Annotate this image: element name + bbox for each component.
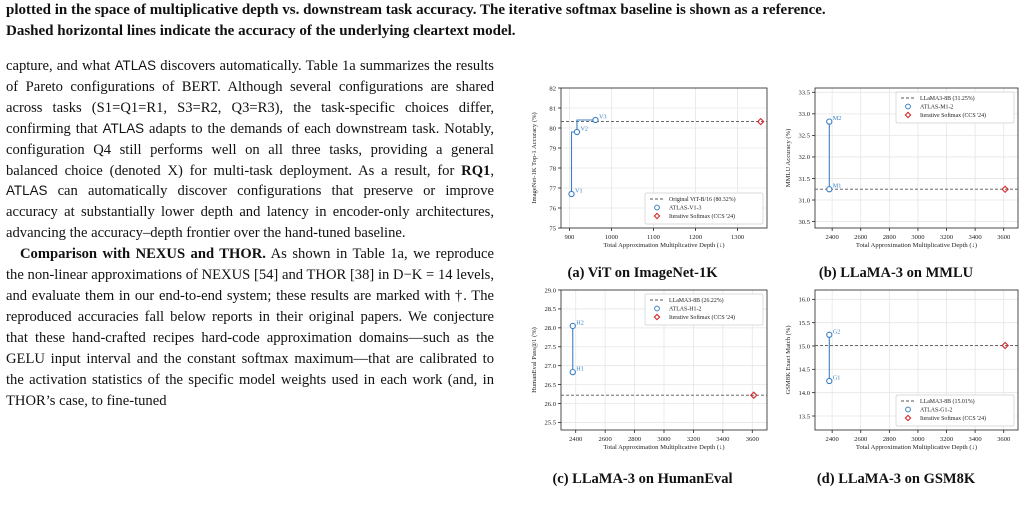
figure-caption (6, 0, 1021, 42)
legend-reference-label: LLaMA3-8B (31.25%) (920, 96, 975, 102)
x-tick-label: 3600 (997, 436, 1011, 443)
atlas-point-label: V2 (580, 125, 589, 133)
y-tick-label: 33.0 (798, 111, 810, 119)
x-tick-label: 3600 (997, 234, 1011, 241)
system-name: ATLAS (6, 183, 48, 199)
chart-plot-a (515, 80, 770, 260)
legend-reference-label: LLaMA3-8B (26.22%) (669, 298, 724, 304)
y-tick-label: 81 (549, 105, 556, 113)
bold-phrase: Comparison with NEXUS and THOR. (20, 246, 266, 263)
x-axis-title: Total Approximation Multiplicative Depth (↓) (855, 242, 978, 249)
y-tick-label: 75 (549, 225, 556, 233)
legend-iterative-label: Iterative Softmax (CCS '24) (669, 315, 736, 321)
atlas-point-label: M1 (832, 182, 842, 190)
y-axis-title: GSM8K Exact Match (%) (785, 325, 792, 395)
x-tick-label: 1300 (730, 234, 745, 241)
atlas-point-label: G1 (832, 374, 841, 382)
y-tick-label: 15.5 (798, 319, 810, 327)
chart-plot-d (771, 284, 1021, 460)
legend-atlas-label: ATLAS-M1-2 (920, 104, 954, 111)
atlas-point-label: H2 (576, 319, 584, 327)
x-tick-label: 2400 (569, 436, 583, 443)
legend-iterative-label: Iterative Softmax (CCS '24) (669, 214, 736, 220)
x-axis-title: Total Approximation Multiplicative Depth (↓) (603, 242, 725, 249)
x-axis-title: Total Approximation Multiplicative Depth (↓) (603, 444, 725, 451)
y-tick-label: 27.0 (544, 362, 556, 370)
legend-atlas-label: ATLAS-G1-2 (920, 407, 953, 414)
y-tick-label: 26.0 (544, 400, 556, 408)
y-tick-label: 27.5 (544, 344, 556, 352)
atlas-point-label: V1 (575, 187, 583, 195)
chart-caption-a: (a) ViT on ImageNet-1K (567, 265, 718, 281)
x-tick-label: 2800 (627, 436, 642, 443)
legend-iterative-label: Iterative Softmax (CCS '24) (920, 416, 987, 422)
legend-atlas-swatch (906, 407, 911, 412)
y-tick-label: 28.0 (544, 325, 556, 333)
atlas-point-marker (827, 119, 832, 124)
caption-line-1: plotted in the space of multiplicative depth vs. downstream task accuracy. The iterative softmax baseline is shown as a reference. (6, 2, 826, 18)
atlas-point-label: H1 (576, 365, 584, 373)
x-tick-label: 3400 (716, 436, 730, 443)
y-tick-label: 29.0 (544, 287, 556, 295)
paragraph-2 (6, 244, 494, 411)
body-text (6, 56, 494, 411)
text-run: discovers automatically. Table 1a summarizes the results of Pareto configurations of BERT. Although several configurations are shared across tasks (S1=Q1=R1, S3=R2, Q3=R3), the task-specific choices differ, confirming that (6, 58, 494, 137)
y-tick-label: 33.5 (798, 89, 810, 97)
y-tick-label: 15.0 (798, 343, 810, 351)
atlas-point-marker (570, 323, 575, 328)
x-tick-label: 2400 (825, 436, 839, 443)
x-tick-label: 2600 (854, 436, 868, 443)
y-tick-label: 26.5 (544, 381, 556, 389)
x-tick-label: 3000 (657, 436, 671, 443)
paragraph-1 (6, 56, 494, 244)
y-tick-label: 78 (549, 165, 556, 173)
atlas-point-label: V3 (598, 113, 607, 121)
chart-llama-humaneval (515, 284, 770, 494)
legend-atlas-label: ATLAS-V1-3 (669, 205, 702, 212)
y-tick-label: 14.0 (798, 389, 810, 397)
chart-plot-c (515, 284, 770, 460)
atlas-point-marker (574, 129, 579, 134)
legend-atlas-swatch (906, 104, 911, 109)
text-run: capture, and what (6, 58, 115, 74)
y-axis-title: ImageNet-1K Top-1 Accuracy (%) (531, 112, 538, 204)
atlas-point-marker (569, 191, 574, 196)
atlas-point-marker (570, 370, 575, 375)
chart-caption-b: (b) LLaMA-3 on MMLU (818, 265, 974, 281)
legend-reference-label: LLaMA3-8B (15.01%) (920, 399, 975, 405)
x-tick-label: 3200 (686, 436, 701, 443)
chart-vit-imagenet (515, 80, 770, 280)
chart-llama-gsm8k (771, 284, 1021, 494)
x-tick-label: 900 (564, 234, 575, 241)
y-tick-label: 13.5 (798, 413, 810, 421)
y-axis-title: MMLU Accuracy (%) (785, 128, 792, 188)
text-run: adapts to the demands of each downstream task. Notably, configuration Q4 still performs well on all three tasks, providing a general balanced choice (denoted X) for multi-task deployment. As a result, for (6, 120, 494, 179)
atlas-point-marker (593, 117, 598, 122)
legend-atlas-swatch (655, 205, 660, 210)
atlas-point-label: M2 (832, 115, 842, 123)
y-tick-label: 32.5 (798, 132, 810, 140)
y-tick-label: 76 (549, 205, 556, 213)
x-tick-label: 1200 (688, 234, 703, 241)
x-tick-label: 1100 (647, 234, 660, 241)
bold-phrase: RQ1 (461, 162, 491, 179)
x-tick-label: 2800 (882, 436, 896, 443)
x-tick-label: 3000 (911, 436, 925, 443)
x-tick-label: 3200 (939, 436, 954, 443)
chart-llama-mmlu (771, 80, 1021, 280)
x-tick-label: 3600 (745, 436, 759, 443)
chart-plot-b (771, 80, 1021, 260)
x-tick-label: 3200 (939, 234, 954, 241)
x-tick-label: 3400 (968, 234, 982, 241)
y-tick-label: 80 (549, 125, 556, 133)
legend-atlas-swatch (655, 306, 660, 311)
x-tick-label: 3400 (968, 436, 982, 443)
y-tick-label: 31.5 (798, 175, 810, 183)
y-tick-label: 14.5 (798, 366, 810, 374)
atlas-point-marker (827, 378, 832, 383)
chart-caption-c: (c) LLaMA-3 on HumanEval (552, 471, 733, 487)
y-tick-label: 31.0 (798, 197, 810, 205)
y-axis-title: HumanEval Pass@1 (%) (531, 327, 538, 393)
x-tick-label: 3000 (911, 234, 925, 241)
x-tick-label: 2800 (882, 234, 896, 241)
x-tick-label: 1000 (604, 234, 619, 241)
y-tick-label: 25.5 (544, 419, 556, 427)
legend-atlas-label: ATLAS-H1-2 (669, 306, 702, 313)
system-name: ATLAS (114, 58, 157, 73)
x-tick-label: 2600 (598, 436, 612, 443)
text-run: , (490, 162, 494, 179)
text-run: can automatically discover configurations that preserve or improve accuracy at substantially lower depth and latency in encoder-only architectures, advancing the accuracy–depth frontier over the hand-tuned baseline. (6, 183, 494, 242)
system-name: ATLAS (102, 120, 145, 136)
y-tick-label: 30.5 (798, 218, 810, 226)
text-run: As shown in Table 1a, we reproduce the non-linear approximations of NEXUS [54] and THOR [38] in D−K = 14 levels, and evaluate them in our end-to-end system; these results are marked with †. The reproduced accuracies fall below reports in their original papers. We conjecture that these hand-crafted recipes hard-code approximation domains—such as the GELU input interval and the constant softmax maximum—that are calibrated to the activation statistics of the specific model weights used in each work (and, in THOR’s case, to fine-tuned (6, 246, 494, 409)
x-tick-label: 2400 (825, 234, 839, 241)
atlas-point-label: G2 (832, 328, 841, 336)
atlas-point-marker (827, 187, 832, 192)
y-tick-label: 16.0 (798, 296, 810, 304)
legend-iterative-label: Iterative Softmax (CCS '24) (920, 113, 987, 119)
atlas-point-marker (827, 332, 832, 337)
x-axis-title: Total Approximation Multiplicative Depth (↓) (855, 444, 978, 451)
y-tick-label: 77 (549, 185, 556, 193)
x-tick-label: 2600 (854, 234, 868, 241)
caption-line-2: Dashed horizontal lines indicate the accuracy of the underlying cleartext model. (6, 23, 516, 39)
legend-reference-label: Original ViT-B/16 (80.32%) (669, 197, 736, 203)
y-tick-label: 28.5 (544, 306, 556, 314)
y-tick-label: 79 (549, 145, 556, 153)
chart-caption-d: (d) LLaMA-3 on GSM8K (816, 471, 976, 487)
y-tick-label: 32.0 (798, 154, 810, 162)
y-tick-label: 82 (549, 85, 556, 93)
